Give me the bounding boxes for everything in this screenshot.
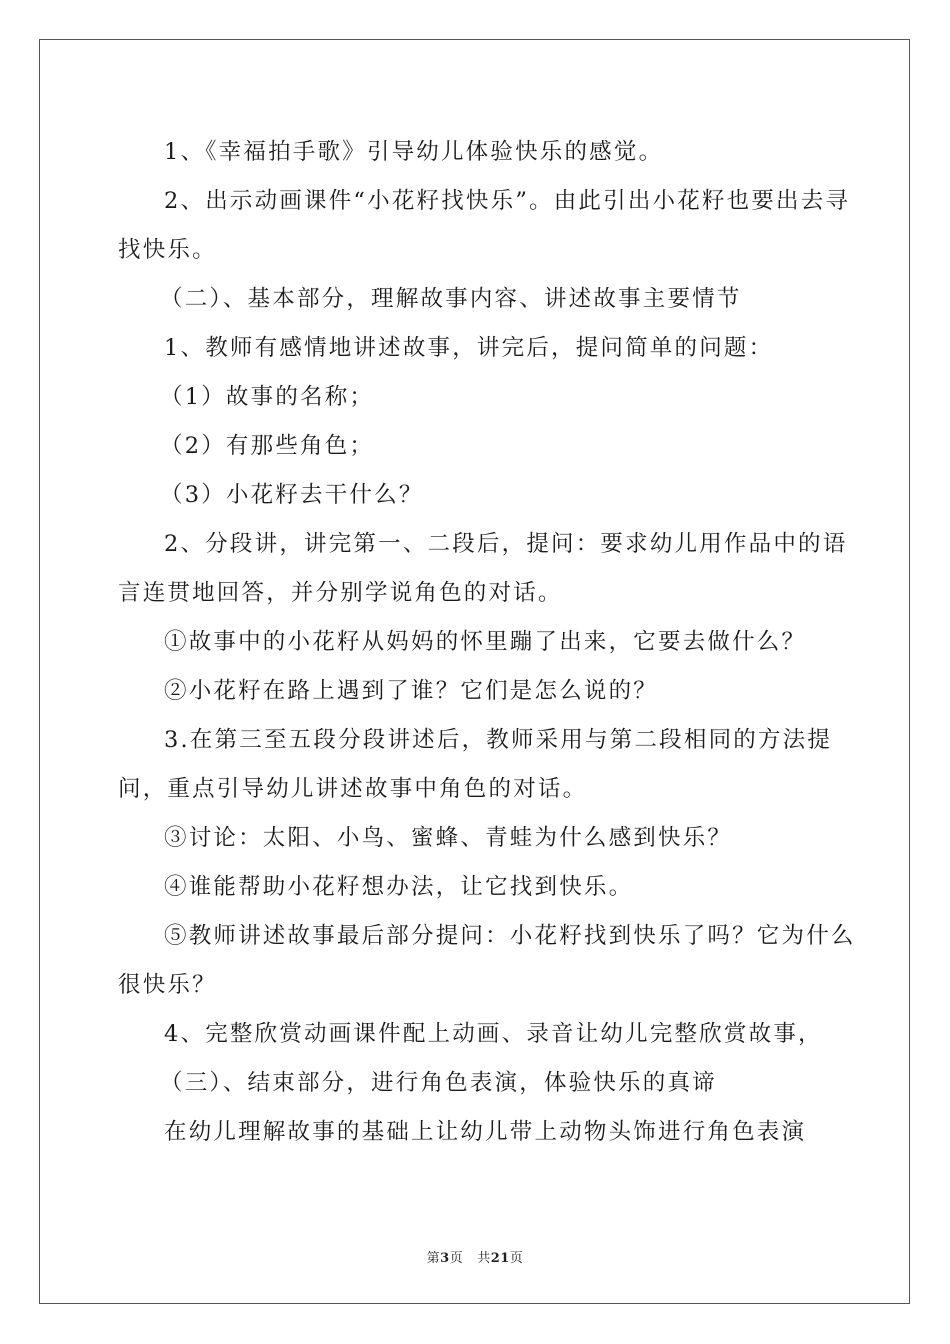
list-item: ②小花籽在路上遇到了谁？它们是怎么说的？ [164,678,659,704]
list-item: （2）有那些角色； [160,433,375,459]
page-prefix: 第 [426,1251,441,1266]
list-item: ④谁能帮助小花籽想办法，让它找到快乐。 [164,874,634,900]
total-prefix: 共 [477,1251,491,1266]
section-heading: （二）、基本部分，理解故事内容、讲述故事主要情节 [160,286,742,312]
total-pages: 21 [490,1251,510,1266]
list-item: （1）故事的名称； [160,384,375,410]
list-item: ⑤教师讲述故事最后部分提问：小花籽找到快乐了吗？它为什么很快乐？ [118,923,856,998]
page-number: 3 [440,1251,450,1266]
document-body [118,128,858,1157]
list-item: （3）小花籽去干什么？ [160,482,424,508]
page-footer [0,1247,950,1266]
paragraph: 4、完整欣赏动画课件配上动画、录音让幼儿完整欣赏故事， [164,1021,823,1047]
paragraph: 3.在第三至五段分段讲述后，教师采用与第二段相同的方法提问，重点引导幼儿讲述故事中角色的对话。 [118,727,833,802]
paragraph: 1、《幸福拍手歌》引导幼儿体验快乐的感觉。 [164,139,664,165]
paragraph: 2、分段讲，讲完第一、二段后，提问：要求幼儿用作品中的语言连贯地回答，并分别学说角色的对话。 [118,531,848,606]
paragraph: 2、出示动画课件“小花籽找快乐”。由此引出小花籽也要出去寻找快乐。 [118,188,851,263]
total-suffix: 页 [509,1251,524,1266]
paragraph: 在幼儿理解故事的基础上让幼儿带上动物头饰进行角色表演 [164,1119,807,1145]
page-suffix: 页 [449,1251,464,1266]
paragraph: 1、教师有感情地讲述故事，讲完后，提问简单的问题： [164,335,774,361]
section-heading: （三）、结束部分，进行角色表演，体验快乐的真谛 [160,1070,717,1096]
list-item: ③讨论：太阳、小鸟、蜜蜂、青蛙为什么感到快乐？ [164,825,733,851]
list-item: ①故事中的小花籽从妈妈的怀里蹦了出来，它要去做什么？ [164,629,807,655]
